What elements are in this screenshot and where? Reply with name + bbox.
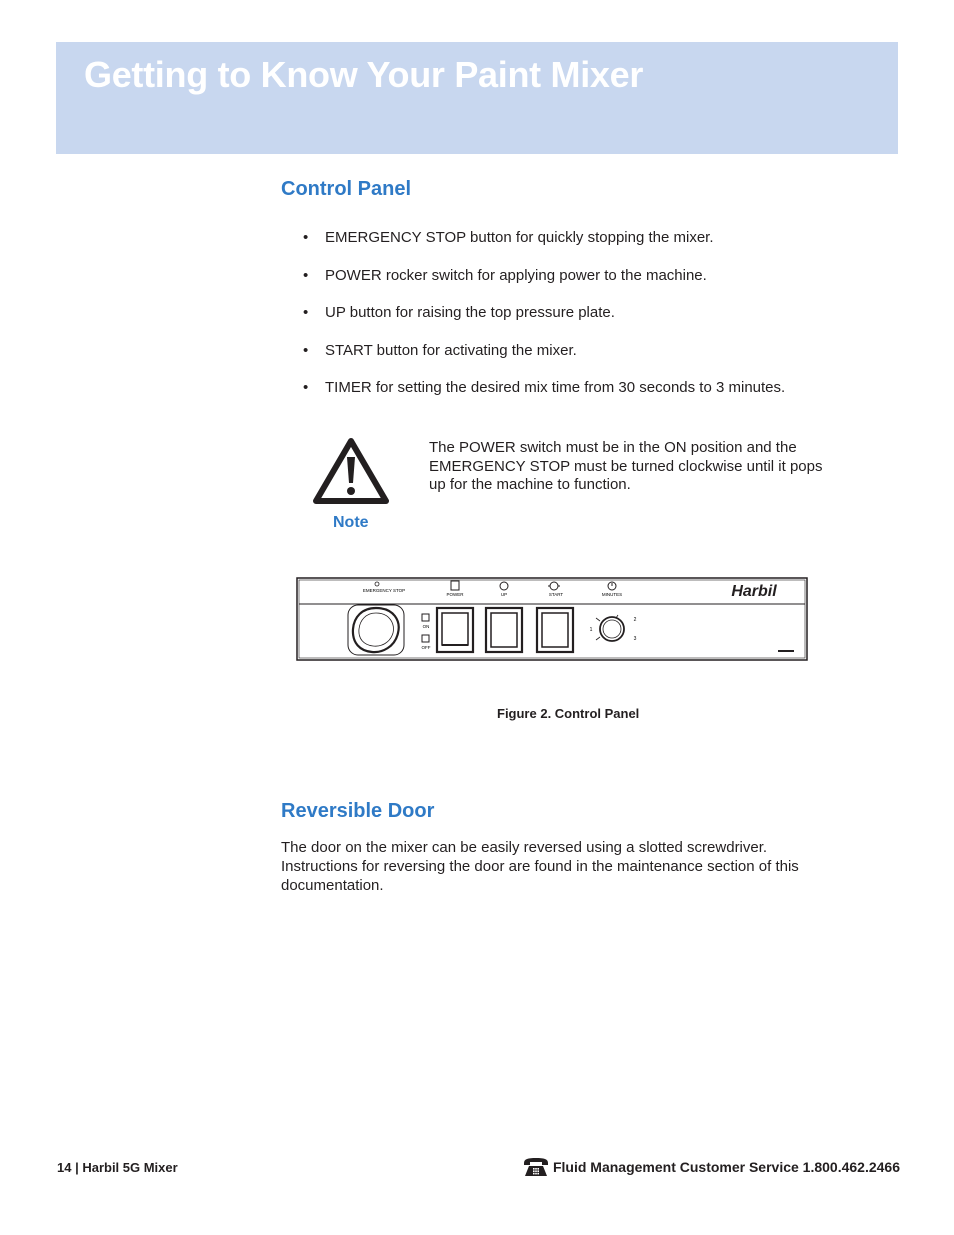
note-text: The POWER switch must be in the ON position and the EMERGENCY STOP must be turned clockwise until it pops up for the machine to function. — [429, 439, 823, 494]
label-on: ON — [422, 624, 430, 629]
label-minutes: MINUTES — [601, 592, 623, 597]
phone-icon — [523, 1157, 549, 1177]
label-power: POWER — [446, 592, 464, 597]
brand-logo: Harbil — [731, 583, 777, 600]
label-start: START — [548, 592, 564, 597]
list-item: • UP button for raising the top pressure plate. — [303, 303, 863, 323]
label-off: OFF — [421, 645, 431, 650]
list-item: • EMERGENCY STOP button for quickly stopping the mixer. — [303, 228, 863, 248]
control-panel-list — [303, 228, 863, 416]
figure-caption: Figure 2. Control Panel — [497, 706, 640, 721]
list-item: • START button for activating the mixer. — [303, 341, 863, 361]
label-emergency-stop: EMERGENCY STOP — [362, 588, 406, 593]
reversible-door-text: The door on the mixer can be easily reversed using a slotted screwdriver. Instructions for reversing the door are found in the maintenance section of this documentation. — [281, 839, 799, 894]
warning-icon — [313, 437, 389, 505]
page-title: Getting to Know Your Paint Mixer — [84, 54, 644, 95]
timer-dial — [600, 617, 624, 641]
list-item: • POWER rocker switch for applying power to the machine. — [303, 266, 863, 286]
list-item: • TIMER for setting the desired mix time from 30 seconds to 3 minutes. — [303, 378, 863, 398]
label-up: UP — [500, 592, 508, 597]
reversible-door-heading: Reversible Door — [281, 800, 435, 822]
serial-mark — [778, 650, 794, 652]
footer-contact — [523, 1157, 900, 1177]
customer-service-text: Fluid Management Customer Service 1.800.462.2466 — [552, 1159, 900, 1175]
dial-mark-1: 1 — [589, 627, 593, 633]
dial-mark-3: 3 — [633, 636, 637, 642]
control-panel-heading: Control Panel — [281, 178, 412, 200]
dial-mark-2: 2 — [633, 617, 637, 623]
footer-page-info: 14 | Harbil 5G Mixer — [57, 1160, 178, 1175]
note-label: Note — [333, 514, 369, 531]
header-banner — [56, 42, 898, 154]
control-panel-illustration — [296, 577, 808, 661]
